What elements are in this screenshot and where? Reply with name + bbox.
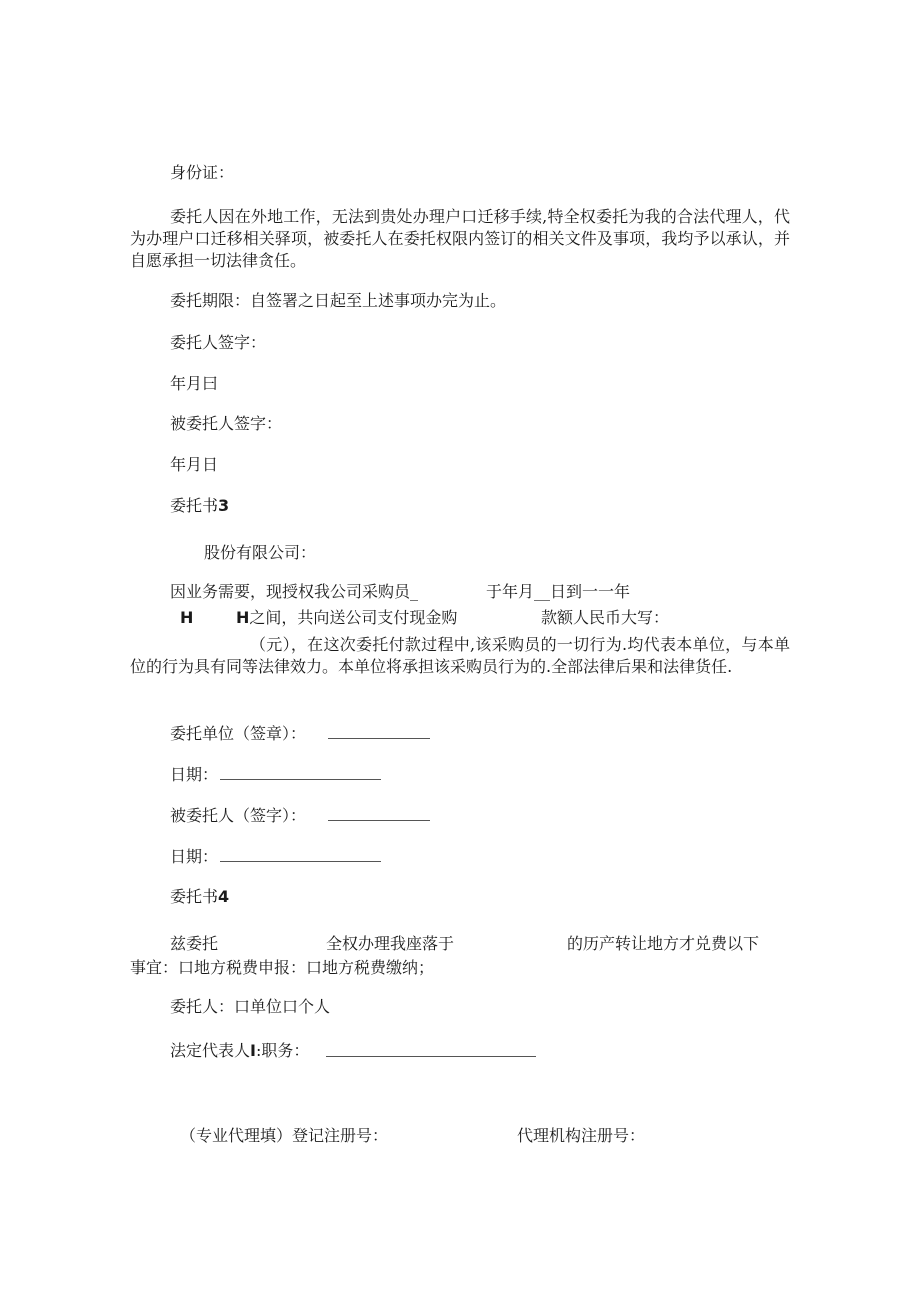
position-blank — [326, 1056, 536, 1057]
purchase-line-2-h2: H — [236, 608, 250, 627]
payment-authority-paragraph: （元），在这次委托付款过程中,该采购员的一切行为.均代表本单位，与本单位的行为具有同等法律效力。本单位将承担该采购员行为的.全部法律后果和法律货任. — [130, 635, 790, 676]
agent-sign-label: 被委托人（签字）： — [170, 806, 307, 825]
principal-unit-seal-label: 委托单位（签章）： — [170, 724, 307, 743]
entrust-line-1-middle: 全权办理我座落于 — [326, 934, 455, 953]
section-title-3 — [170, 495, 229, 517]
position-label: :职务： — [255, 1041, 310, 1060]
entrust-line-1-start: 兹委托 — [170, 934, 219, 953]
amount-in-words-label: 款额人民币大写： — [541, 608, 670, 627]
purchase-line-2-middle — [236, 607, 457, 629]
authorization-term: 委托期限：自签署之日起至上述事项办完为止。 — [170, 291, 507, 310]
legal-representative-line — [170, 1040, 309, 1062]
date-blank-1 — [220, 779, 381, 780]
principal-date-label: 年月曰 — [170, 374, 219, 393]
section-title-4-text: 委托书 — [170, 887, 219, 906]
date-blank-2 — [220, 861, 381, 862]
date-label-1: 日期： — [170, 765, 219, 784]
purchase-line-2-h1: H — [180, 608, 194, 627]
agent-sign-blank — [328, 820, 430, 821]
purchase-line-2-text: 之间，共向送公司支付现金购 — [249, 608, 458, 627]
agent-registration-label: （专业代理填）登记注册号： — [180, 1126, 389, 1145]
legal-representative-label: 法定代表人 — [170, 1041, 251, 1060]
purchase-line-1-start: 因业务需要，现授权我公司采购员_ — [170, 582, 419, 601]
section-title-4-number: 4 — [218, 887, 230, 906]
section-title-3-text: 委托书 — [170, 496, 219, 515]
principal-type-options: 委托人：口单位口个人 — [170, 997, 331, 1016]
id-card-label: 身份证： — [170, 163, 235, 182]
legal-representative-mark: I — [250, 1041, 256, 1060]
entrust-line-2-matters: 事宜：口地方税费申报：口地方税费缴纳； — [130, 958, 435, 977]
company-addressee: 股份有限公司： — [204, 543, 317, 562]
authorization-body-paragraph: 委托人因在外地工作，无法到贵处办理户口迁移手续,特全权委托为我的合法代理人，代为办理户口迁移相关驿项，被委托人在委托权限内签订的相关文件及事项，我均予以承认，并自愿承担一切法律贪任。 — [130, 207, 790, 270]
agent-signature-label: 被委托人签字： — [170, 414, 283, 433]
section-title-4 — [170, 886, 229, 908]
agency-registration-label: 代理机构注册号： — [517, 1126, 646, 1145]
date-label-2: 日期： — [170, 847, 219, 866]
principal-signature-label: 委托人签字： — [170, 333, 267, 352]
section-title-3-number: 3 — [218, 496, 230, 515]
entrust-line-1-end: 的历产转让地方才兑费以下 — [567, 934, 760, 953]
agent-date-label: 年月日 — [170, 455, 219, 474]
principal-unit-seal-blank — [328, 738, 430, 739]
purchase-line-1-date: 于年月__日到一一年 — [486, 582, 631, 601]
